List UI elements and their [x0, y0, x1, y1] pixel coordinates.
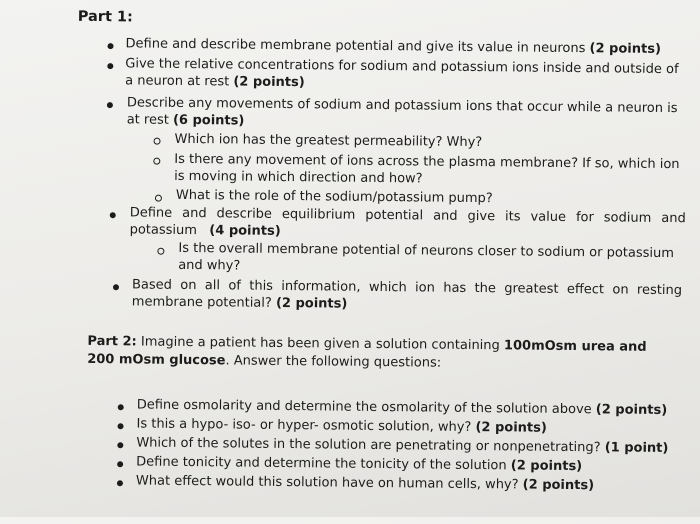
bullet-icon [110, 212, 116, 218]
part2-label: Part 2: [87, 333, 137, 350]
bullet-icon [118, 423, 124, 429]
part1-question-3-sub-2: Is there any movement of ions across the plasma membrane? If so, which ion is moving in which direction and how? [174, 151, 680, 187]
bullet-icon [107, 63, 113, 69]
bullet-icon [107, 43, 113, 49]
sub-bullet-icon [153, 138, 160, 145]
part1-question-3: Describe any movements of sodium and potassium ions that occur while a neuron is at rest (6 points) [126, 95, 678, 129]
part2-question-1: Define osmolarity and determine the osmolarity of the solution above (2 points) [136, 397, 668, 419]
part1-question-5: Based on all of this information, which ion has the greatest effect on resting membrane potential? (2 points) [131, 277, 683, 312]
part1-question-1: Define and describe membrane potential and give its value in neurons (2 points) [125, 36, 662, 57]
bullet-icon [107, 102, 113, 108]
sub-bullet-icon [155, 195, 162, 202]
part1-question-4-sub-1: Is the overall membrane potential of neurons closer to sodium or potassium and why? [178, 240, 675, 274]
part2-question-3: Which of the solutes in the solution are penetrating or nonpenetrating? (1 point) [136, 435, 669, 457]
bullet-icon [117, 442, 123, 448]
bullet-icon [118, 404, 124, 410]
part2-question-4: Define tonicity and determine the tonicity of the solution (2 points) [136, 454, 583, 475]
bullet-icon [117, 480, 123, 486]
part2-question-5: What effect would this solution have on human cells, why? (2 points) [135, 473, 595, 494]
bullet-icon [113, 284, 119, 290]
part1-question-2: Give the relative concentrations for sodium and potassium ions inside and outside of a neuron at rest (2 points) [125, 56, 679, 91]
part1-heading: Part 1: [77, 8, 133, 26]
part1-question-3-sub-3: What is the role of the sodium/potassium pump? [175, 187, 493, 207]
bullet-icon [117, 461, 123, 467]
sub-bullet-icon [157, 248, 164, 255]
sub-bullet-icon [153, 158, 160, 165]
part1-question-4: Define and describe equilibrium potential and give its value for sodium and potassium (4 points) [129, 205, 686, 239]
part2-intro: Part 2: Imagine a patient has been given a solution containing 100mOsm urea and 200 mOsm glucose. Answer the following questions: [87, 333, 647, 371]
part1-question-3-sub-1: Which ion has the greatest permeability? Why? [174, 131, 483, 151]
part2-question-2: Is this a hypo- iso- or hyper- osmotic solution, why? (2 points) [136, 416, 547, 436]
